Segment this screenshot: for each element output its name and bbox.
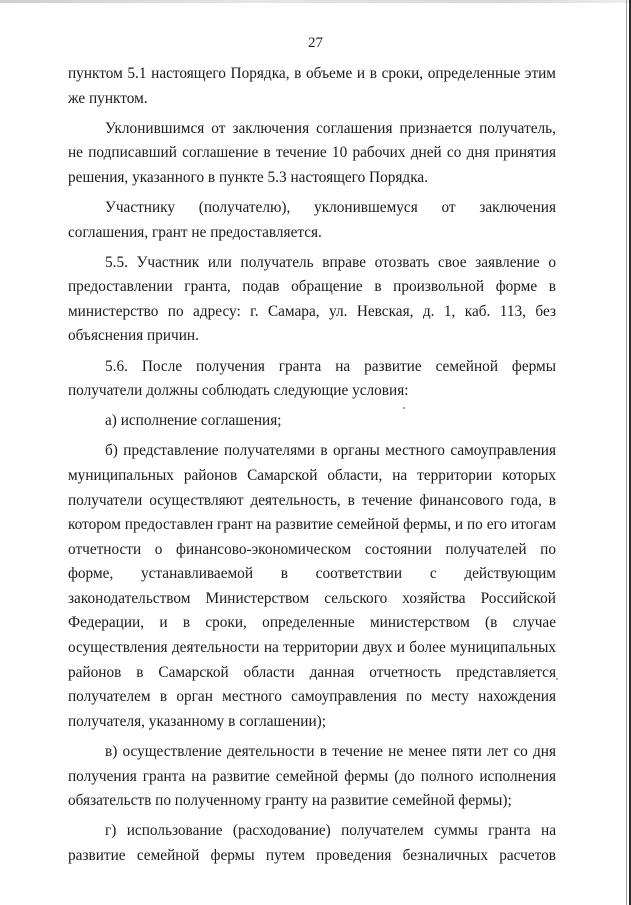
page-number: 27 xyxy=(308,35,323,51)
scan-right-edge-shadow xyxy=(626,0,627,905)
paragraph-grant-not-provided: Участнику (получателю), уклонившемуся от заключения соглашения, грант не предоставляется. xyxy=(68,198,556,241)
paragraph-evasion-definition: Уклонившимся от заключения соглашения признается получатель, не подписавший соглашение в течение 10 рабочих дней со дня принятия решения, указанного в пункте 5.3 настоящего Порядка. xyxy=(68,119,556,186)
list-item-v: в) осуществление деятельности в течение не менее пяти лет со дня получения гранта на развитие семейной фермы (до полного исполнения обязательств по полученному гранту на развитие семейной фермы); xyxy=(68,742,556,810)
paragraph-5-6: 5.6. После получения гранта на развитие семейной фермы получатели должны соблюдать следующие условия: xyxy=(68,357,556,400)
paragraph-5-5: 5.5. Участник или получатель вправе отозвать свое заявление о предоставлении гранта, подав обращение в произвольной форме в министерство по адресу: г. Самара, ул. Невская, д. 1, каб. 113, без объяснения причин. xyxy=(68,253,556,345)
scan-speck xyxy=(556,678,558,680)
list-item-b: б) представление получателями в органы местного самоуправления муниципальных районов Самарской области, на территории которых получатели осуществляют деятельность, в течение финансового года, в котором предоставлен грант на развитие семейной фермы, и по его итогам отчетности о финансово-экономическом состоянии получателей по форме, устанавливаемой в соответствии с действующим законодательством Министерством сельского хозяйства Российской Федерации, и в сроки, определенные министерством (в случае осуществления деятельности на территории двух и более муниципальных районов в Самарской области данная отчетность представляется получателем в орган местного самоуправления по месту нахождения получателя, указанному в соглашении); xyxy=(68,442,556,730)
scan-speck xyxy=(403,407,405,409)
paragraph-continuation: пунктом 5.1 настоящего Порядка, в объеме и в сроки, определенные этим же пунктом. xyxy=(68,65,556,107)
list-item-g: г) использование (расходование) получателем суммы гранта на развитие семейной фермы путем проведения безналичных расчетов xyxy=(68,822,556,864)
scan-top-edge xyxy=(0,0,631,3)
list-item-a: а) исполнение соглашения; xyxy=(105,412,282,430)
document-body xyxy=(68,62,556,874)
